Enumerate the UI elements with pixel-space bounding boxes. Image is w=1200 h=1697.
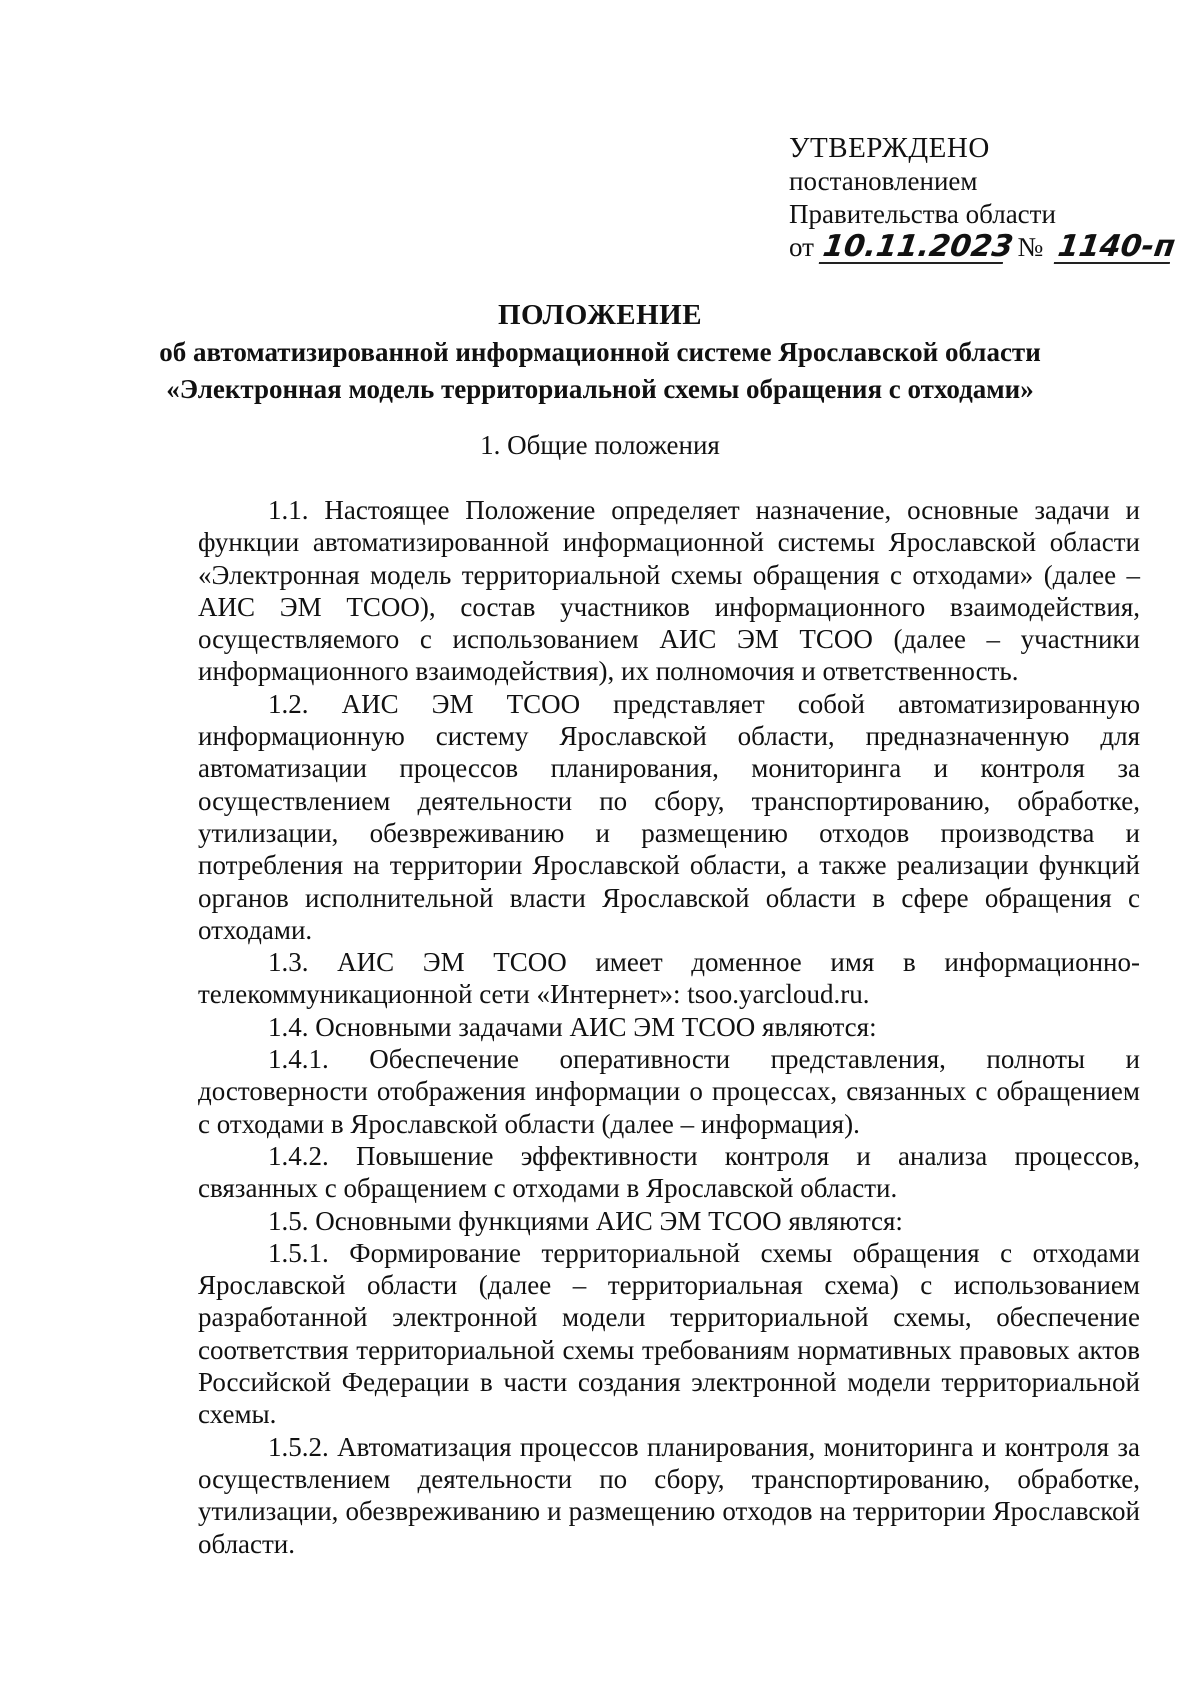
approval-date-number-line — [789, 229, 1178, 264]
approval-block — [789, 132, 1178, 264]
paragraph-1-4-2: 1.4.2. Повышение эффективности контроля и анализа процессов, связанных с обращением с отходами в Ярославской области. — [198, 1140, 1140, 1204]
document-title: ПОЛОЖЕНИЕ — [497, 299, 703, 331]
document-heading — [150, 296, 1050, 408]
paragraph-1-5-2: 1.5.2. Автоматизация процессов планирования, мониторинга и контроля за осуществлением деятельности по сбору, транспортированию, обработке, утилизации, обезвреживанию и размещению отходов на территории Ярославской области. — [198, 1431, 1140, 1559]
approval-authority: Правительства области — [789, 199, 1056, 229]
approved-label: УТВЕРЖДЕНО — [789, 132, 990, 164]
section-title: 1. Общие положения — [480, 430, 720, 460]
paragraph-1-5: 1.5. Основными функциями АИС ЭМ ТСОО являются: — [268, 1205, 903, 1236]
handwritten-date: 10.11.2023 — [820, 229, 1016, 264]
document-body — [198, 494, 1140, 1560]
number-sign: № — [1017, 232, 1044, 262]
document-subtitle-line-2: «Электронная модель территориальной схемы обращения с отходами» — [166, 374, 1034, 404]
paragraph-1-2: 1.2. АИС ЭМ ТСОО представляет собой автоматизированную информационную систему Ярославской области, предназначенную для автоматизации процессов планирования, мониторинга и контроля за осуществлением деятельности по сбору, транспортированию, обработке, утилизации, обезвреживанию и размещению отходов производства и потребления на территории Ярославской области, а также реализации функций органов исполнительной власти Ярославской области в сфере обращения с отходами. — [198, 688, 1140, 945]
paragraph-1-4: 1.4. Основными задачами АИС ЭМ ТСОО являются: — [268, 1011, 877, 1042]
document-subtitle-line-1: об автоматизированной информационной системе Ярославской области — [159, 337, 1041, 367]
from-prefix: от — [789, 232, 814, 262]
paragraph-1-5-1: 1.5.1. Формирование территориальной схемы обращения с отходами Ярославской области (далее – территориальная схема) с использованием разработанной электронной модели территориальной схемы, обеспечение соответствия территориальной схемы требованиям нормативных правовых актов Российской Федерации в части создания электронной модели территориальной схемы. — [198, 1237, 1140, 1430]
paragraph-1-1: 1.1. Настоящее Положение определяет назначение, основные задачи и функции автоматизированной информационной системы Ярославской области «Электронная модель территориальной схемы обращения с отходами» (далее – АИС ЭМ ТСОО), состав участников информационного взаимодействия, осуществляемого с использованием АИС ЭМ ТСОО (далее – участники информационного взаимодействия), их полномочия и ответственность. — [198, 495, 1140, 687]
handwritten-number: 1140-п — [1055, 229, 1178, 264]
approval-by-line: постановлением — [789, 166, 978, 196]
paragraph-1-3: 1.3. АИС ЭМ ТСОО имеет доменное имя в информационно-телекоммуникационной сети «Интернет»: tsoo.yarcloud.ru. — [198, 947, 1140, 1010]
paragraph-1-4-1: 1.4.1. Обеспечение оперативности представления, полноты и достоверности отображения информации о процессах, связанных с обращением с отходами в Ярославской области (далее – информация). — [198, 1044, 1140, 1139]
